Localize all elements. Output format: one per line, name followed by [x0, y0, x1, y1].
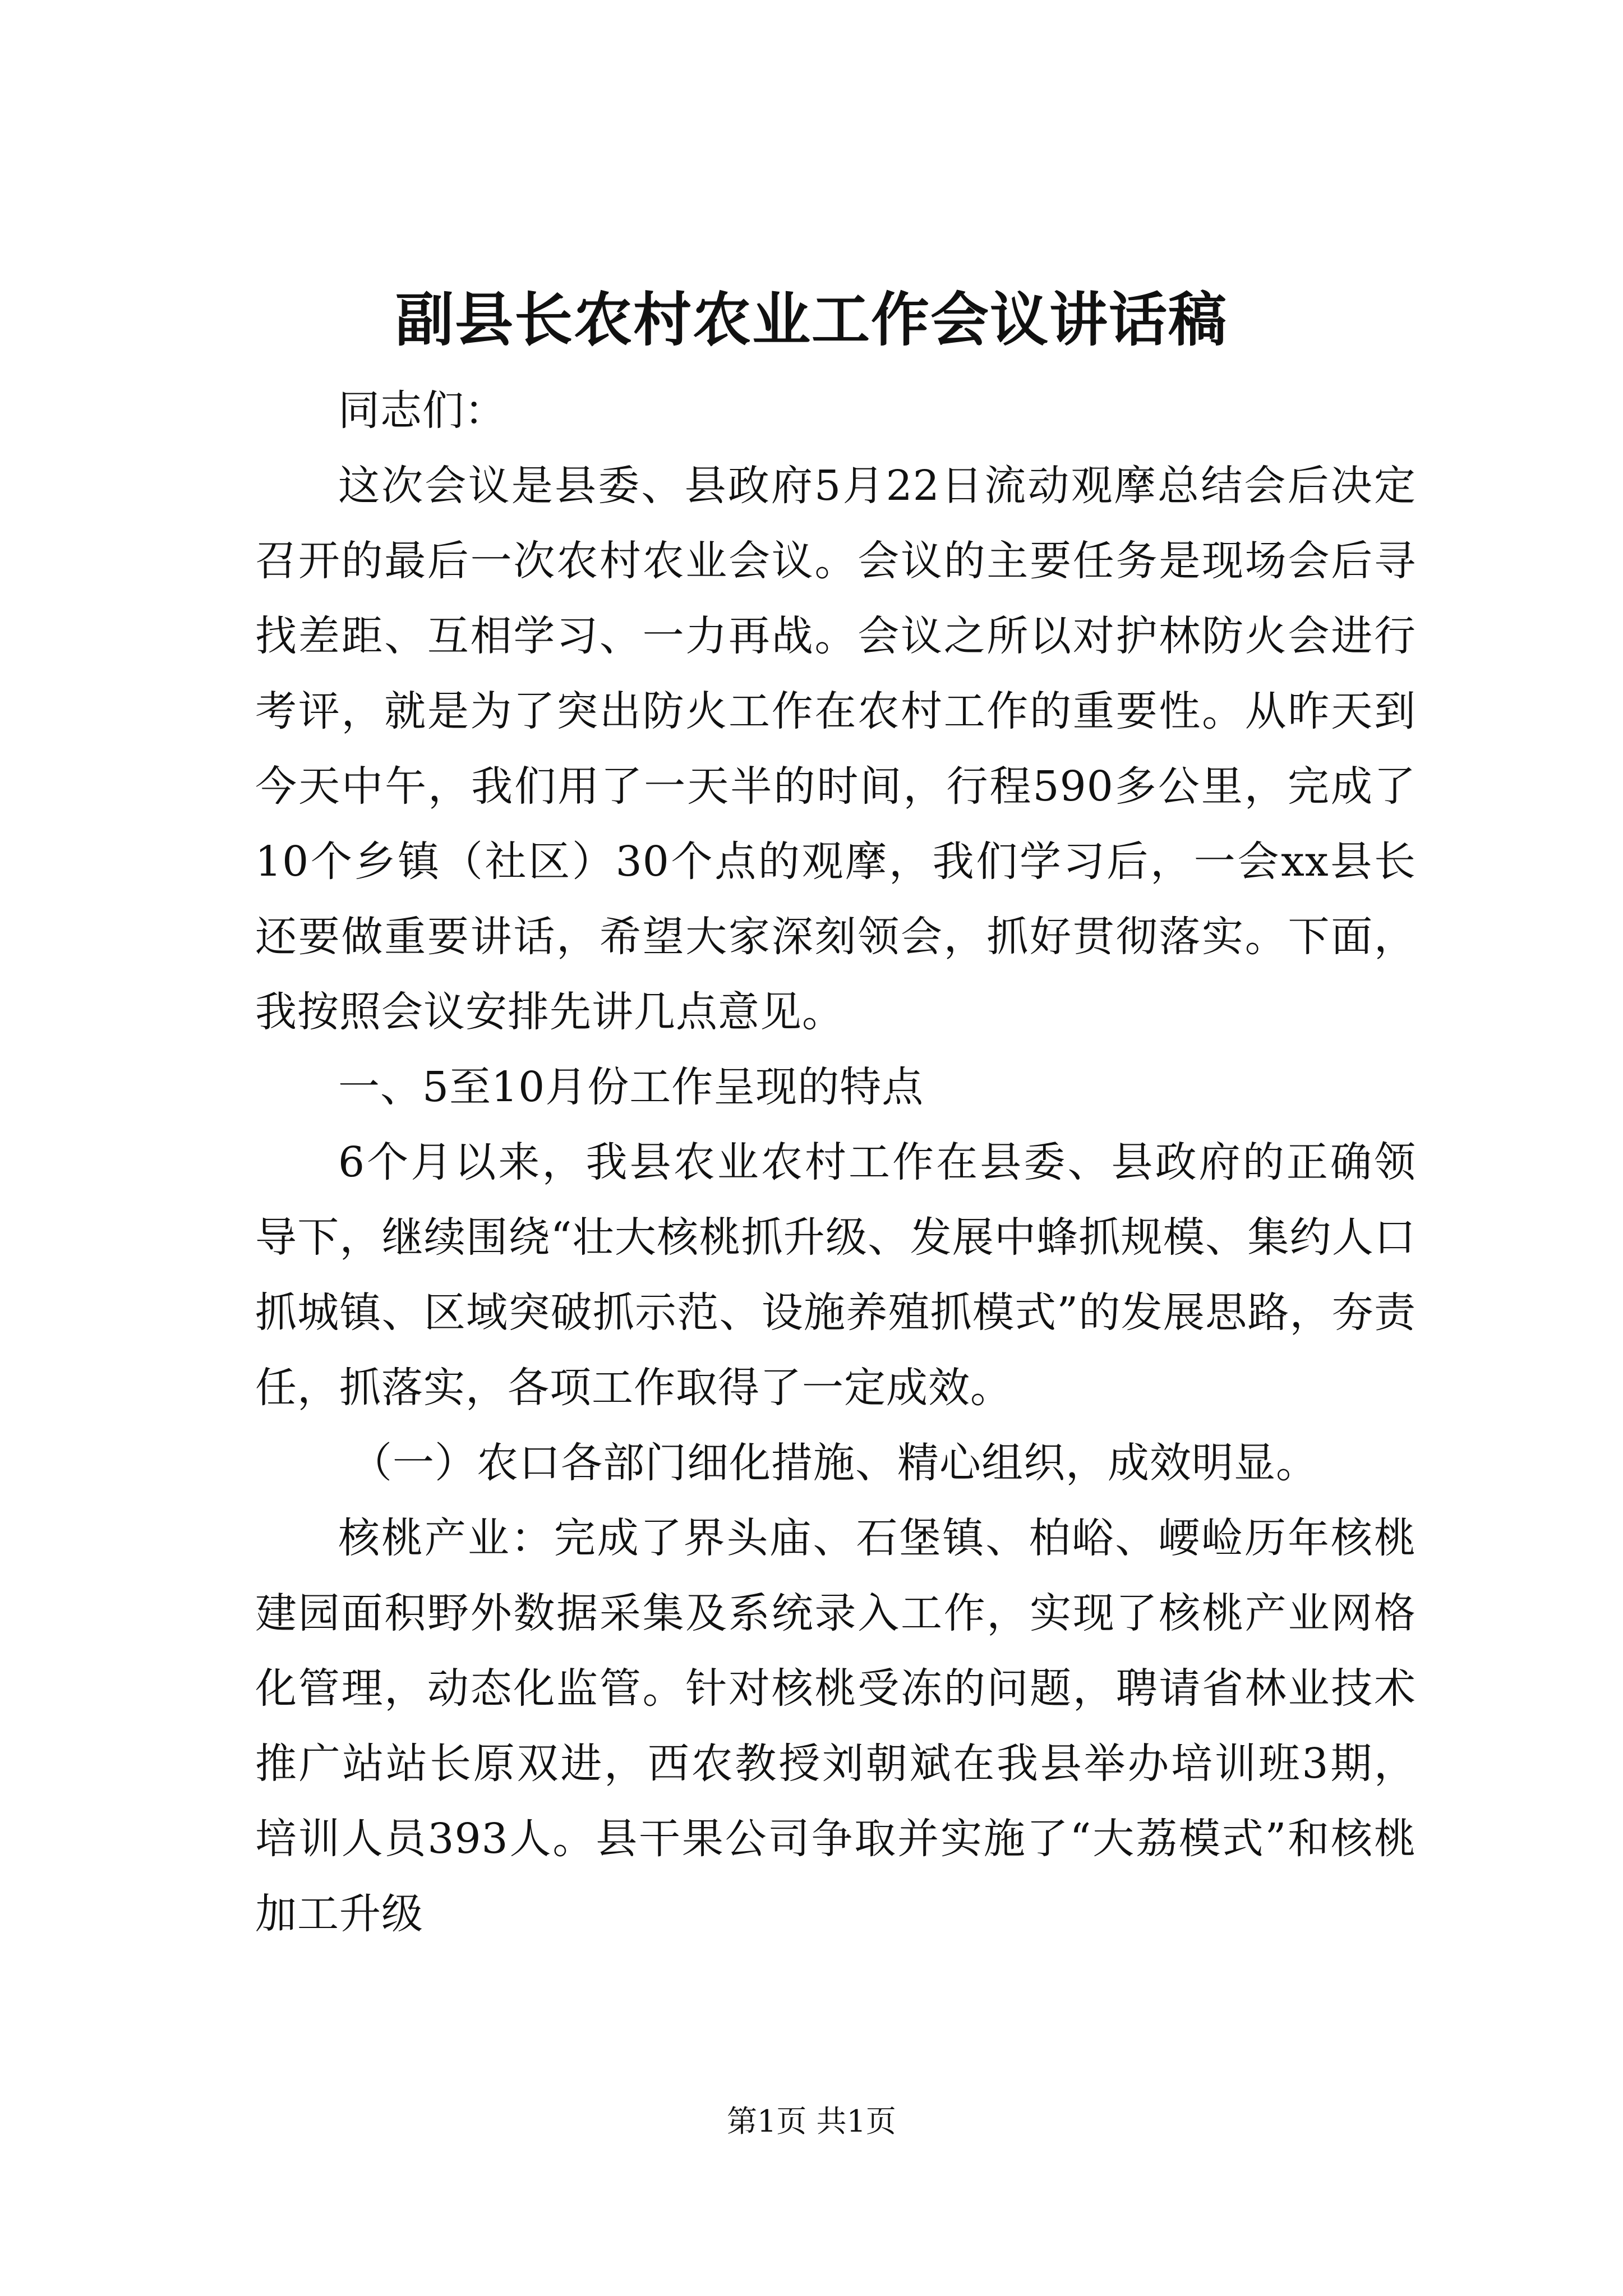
- section-heading: 一、5至10月份工作呈现的特点: [338, 1063, 924, 1111]
- document-title: 副县长农村农业工作会议讲话稿: [395, 285, 1228, 354]
- paragraph-walnut: 核桃产业：完成了界头庙、石堡镇、柏峪、崾崄历年核桃建园面积野外数据采集及系统录入工作，实现了核桃产业网格化管理，动态化监管。针对核桃受冻的问题，聘请省林业技术推广站站长原双进，西农教授刘朝斌在我县举办培训班3期，培训人员393人。县干果公司争取并实施了“大荔模式”和核桃加工升级: [255, 1514, 1416, 1938]
- salutation: 同志们：: [338, 386, 506, 435]
- subsection-heading: （一）农口各部门细化措施、精心组织，成效明显。: [351, 1439, 1318, 1487]
- page-footer: 第1页 共1页: [727, 2104, 896, 2139]
- document-body: [255, 373, 1416, 1952]
- paragraph-overview: 6个月以来，我县农业农村工作在县委、县政府的正确领导下，继续围绕“壮大核桃抓升级、发展中蜂抓规模、集约人口抓城镇、区域突破抓示范、设施养殖抓模式”的发展思路，夯责任，抓落实，各项工作取得了一定成效。: [255, 1138, 1416, 1412]
- paragraph-intro: 这次会议是县委、县政府5月22日流动观摩总结会后决定召开的最后一次农村农业会议。会议的主要任务是现场会后寻找差距、互相学习、一力再战。会议之所以对护林防火会进行考评，就是为了突出防火工作在农村工作的重要性。从昨天到今天中午，我们用了一天半的时间，行程590多公里，完成了10个乡镇（社区）30个点的观摩，我们学习后，一会xx县长还要做重要讲话，希望大家深刻领会，抓好贯彻落实。下面，我按照会议安排先讲几点意见。: [255, 462, 1416, 1036]
